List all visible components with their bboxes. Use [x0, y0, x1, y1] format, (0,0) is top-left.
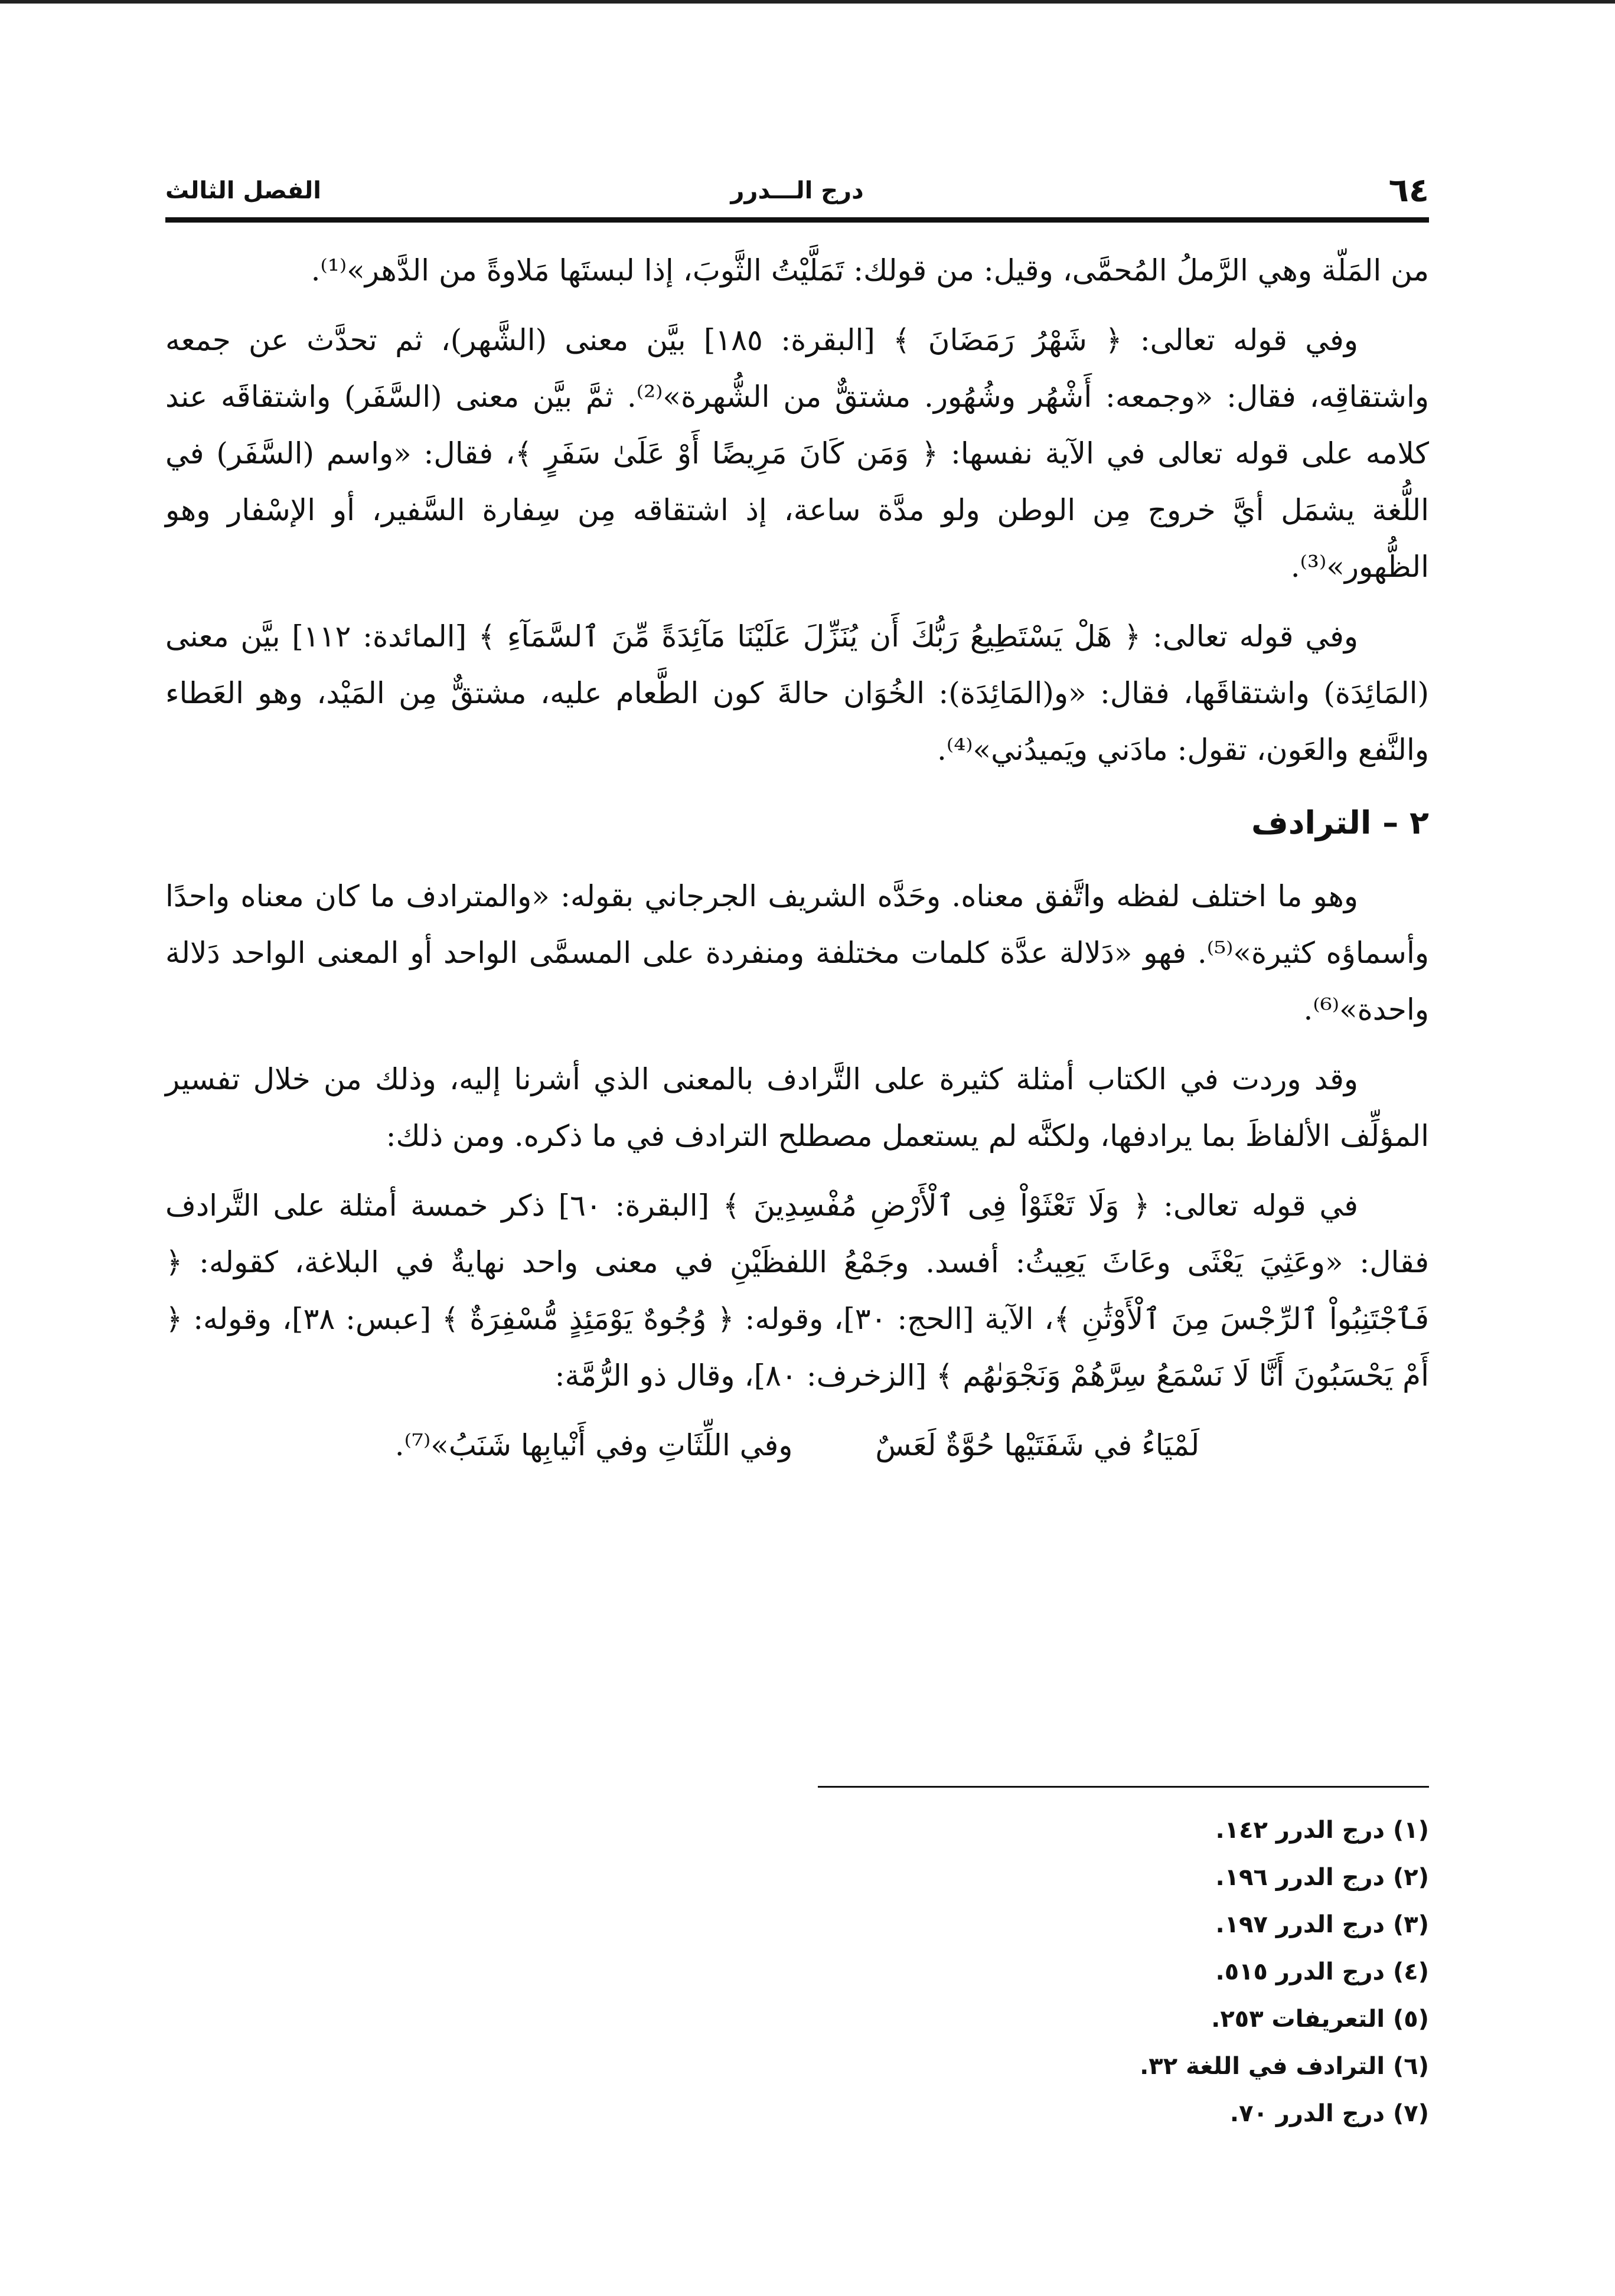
page-header [165, 171, 1429, 213]
footnote: (٥) التعريفات ٢٥٣. [1211, 2006, 1429, 2033]
footnote: (٤) درج الدرر ٥١٥. [1215, 1958, 1429, 1985]
paragraph: في قوله تعالى: ﴿ وَلَا تَعْثَوْاْ فِى ٱلْأَرْضِ مُفْسِدِينَ ﴾ [البقرة: ٦٠] ذكر خمسة أمثلة على التَّرادف فقال: «وعَثِيَ يَعْثَى وعَاثَ يَعِيثُ: أفسد. وجَمْعُ اللفظَيْنِ في معنى واحد نهايةٌ في البلاغة، كقوله: ﴿ فَٱجْتَنِبُواْ ٱلرِّجْسَ مِنَ ٱلْأَوْثَٰنِ ﴾، الآية [الحج: ٣٠]، وقوله: ﴿ وُجُوهٌ يَوْمَئِذٍ مُّسْفِرَةٌ ﴾ [عبس: ٣٨]، وقوله: ﴿ أَمْ يَحْسَبُونَ أَنَّا لَا نَسْمَعُ سِرَّهُمْ وَنَجْوَىٰهُم ﴾ [الزخرف: ٨٠]، وقال ذو الرُّمَّة: [165, 1188, 1430, 1393]
footnotes [779, 1807, 1429, 2137]
footnote: (١) درج الدرر ١٤٢. [1215, 1817, 1429, 1844]
paragraph: وهو ما اختلف لفظه واتَّفق معناه. وحَدَّه الشريف الجرجاني بقوله: «والمترادف ما كان معناه واحدًا وأسماؤه كثيرة»⁽⁵⁾. فهو «دَلالة عدَّة كلمات مختلفة ومنفردة على المسمَّى الواحد أو المعنى الواحد دَلالة واحدة»⁽⁶⁾. [165, 879, 1429, 1027]
main-text [165, 242, 1429, 1487]
chapter-title: الفصل الثالث [165, 177, 322, 204]
footnote-rule [818, 1786, 1429, 1788]
poetry-verse [165, 1417, 1429, 1474]
header-rule [165, 217, 1429, 223]
section-heading: ٢ – الترادف [1251, 804, 1429, 841]
paragraph: وفي قوله تعالى: ﴿ شَهْرُ رَمَضَانَ ﴾ [البقرة: ١٨٥] بيَّن معنى (الشَّهر)، ثم تحدَّث عن جمعه واشتقاقِه، فقال: «وجمعه: أَشْهُر وشُهُور. مشتقٌّ من الشُّهرة»⁽²⁾. ثمَّ بيَّن معنى (السَّفَر) واشتقاقَه عند كلامه على قوله تعالى في الآية نفسها: ﴿ وَمَن كَانَ مَرِيضًا أَوْ عَلَىٰ سَفَرٍ ﴾، فقال: «واسم (السَّفَر) في اللُّغة يشمَل أيَّ خروج مِن الوطن ولو مدَّة ساعة، إذ اشتقاقه مِن سِفارة السَّفير، أو الإسْفار وهو الظُّهور»⁽³⁾. [165, 323, 1429, 584]
footnote: (٦) الترادف في اللغة ٣٢. [1140, 2053, 1429, 2080]
page-number: ٦٤ [1388, 171, 1429, 210]
footnote: (٢) درج الدرر ١٩٦. [1215, 1864, 1429, 1891]
paragraph: وقد وردت في الكتاب أمثلة كثيرة على التَّرادف بالمعنى الذي أشرنا إليه، وذلك من خلال تفسير المؤلِّف الألفاظَ بما يرادفها، ولكنَّه لم يستعمل مصطلح الترادف في ما ذكره. ومن ذلك: [165, 1062, 1429, 1153]
verse-first-hemistich: لَمْيَاءُ في شَفَتَيْها حُوَّةٌ لَعَسٌ [875, 1428, 1200, 1462]
paragraph: وفي قوله تعالى: ﴿ هَلْ يَسْتَطِيعُ رَبُّكَ أَن يُنَزِّلَ عَلَيْنَا مَآئِدَةً مِّنَ ٱلسَّمَآءِ ﴾ [المائدة: ١١٢] بيَّن معنى (المَائِدَة) واشتقاقَها، فقال: «و(المَائِدَة): الخُوَان حالةَ كون الطَّعام عليه، مشتقٌّ مِن المَيْد، وهو العَطاء والنَّفع والعَون، تقول: مادَني ويَميدُني»⁽⁴⁾. [165, 619, 1429, 767]
top-edge-line [0, 0, 1615, 4]
paragraph: من المَلّة وهي الرَّملُ المُحمَّى، وقيل: من قولك: تَمَلَّيْتُ الثَّوبَ، إذا لبستَها مَلاوةً من الدَّهر»⁽¹⁾. [311, 253, 1429, 288]
footnote: (٣) درج الدرر ١٩٧. [1215, 1911, 1429, 1938]
running-title: درج الـــدرر [730, 177, 864, 204]
verse-second-hemistich: وفي اللِّثَاتِ وفي أَنْيابِها شَنَبُ»⁽⁷⁾. [394, 1428, 793, 1462]
footnote: (٧) درج الدرر ٧٠. [1229, 2100, 1429, 2127]
